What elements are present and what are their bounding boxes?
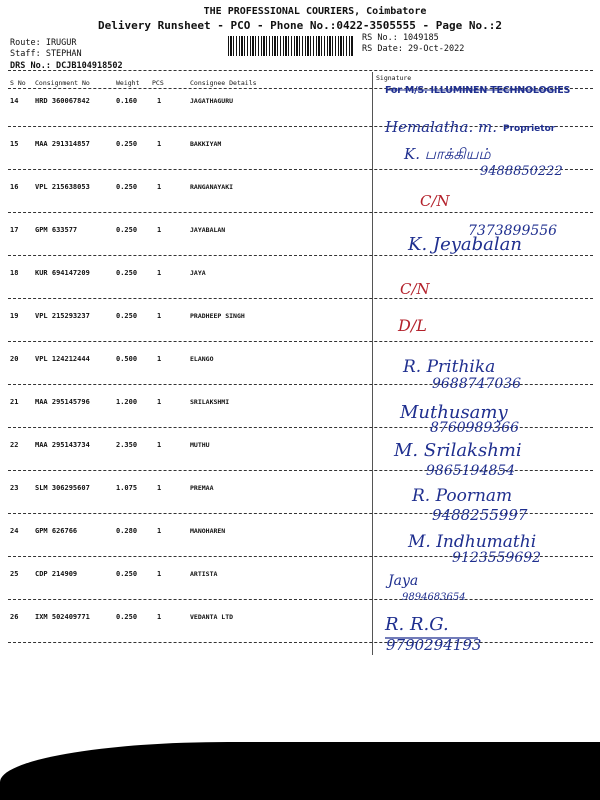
sig-18: C/N (400, 280, 430, 298)
row-consignment: MAA 295143734 (35, 441, 90, 449)
rs-date: RS Date: 29-Oct-2022 (362, 44, 465, 54)
sig-23-name: R. Poornam (412, 486, 513, 506)
sig-23-phone: 9488255997 (432, 506, 528, 524)
col-weight: Weight (116, 79, 140, 87)
row-weight: 0.500 (116, 355, 138, 363)
col-consignment: Consignment No (35, 79, 90, 87)
row-weight: 0.160 (116, 97, 138, 105)
sig-26-name: R. R.G. (385, 614, 449, 635)
sig-24-name: M. Indhumathi (408, 532, 537, 552)
sig-25-phone: 9894683654 (402, 592, 466, 603)
row-consignment: IXM 502409771 (35, 613, 90, 621)
row-weight: 0.280 (116, 527, 138, 535)
rs-number: RS No.: 1049185 (362, 33, 439, 43)
row-weight: 0.250 (116, 183, 138, 191)
row-sno: 17 (10, 226, 19, 234)
sig-25-name: Jaya (388, 573, 419, 589)
row-consignment: VPL 215638053 (35, 183, 90, 191)
sig-17-name: K. Jeyabalan (408, 234, 522, 255)
row-consignee: ELANGO (190, 355, 214, 363)
sig-21-name: Muthusamy (400, 402, 508, 423)
row-weight: 0.250 (116, 570, 138, 578)
row-consignee: MUTHU (190, 441, 210, 449)
col-pcs: PCS (152, 79, 164, 87)
row-consignee: RANGANAYAKI (190, 183, 234, 191)
staff-label: Staff: STEPHAN (10, 49, 82, 59)
row-sno: 24 (10, 527, 19, 535)
row-sno: 21 (10, 398, 19, 406)
row-consignment: GPM 626766 (35, 527, 78, 535)
row-pcs: 1 (157, 97, 162, 105)
row-consignment: VPL 215293237 (35, 312, 90, 320)
stamp-proprietor: Proprietor (503, 124, 556, 134)
row-consignment: CDP 214909 (35, 570, 78, 578)
col-signature: Signature (376, 74, 412, 82)
row-pcs: 1 (157, 527, 162, 535)
row-consignment: MAA 291314857 (35, 140, 90, 148)
row-consignee: PRADHEEP SINGH (190, 312, 245, 320)
row-sno: 25 (10, 570, 19, 578)
row-pcs: 1 (157, 484, 162, 492)
row-pcs: 1 (157, 312, 162, 320)
sig-20-phone: 9688747036 (432, 376, 522, 392)
sig-17-phone: 7373899556 (468, 223, 558, 239)
row-consignee: SRILAKSHMI (190, 398, 230, 406)
row-weight: 0.250 (116, 226, 138, 234)
company-header: THE PROFESSIONAL COURIERS, Coimbatore (203, 6, 427, 17)
row-weight: 1.075 (116, 484, 138, 492)
row-consignee: ARTISTA (190, 570, 218, 578)
sig-24-phone: 9123559692 (452, 550, 542, 566)
row-consignee: MANOHAREN (190, 527, 226, 535)
sig-16: C/N (420, 192, 450, 210)
row-sno: 14 (10, 97, 19, 105)
sig-21-phone: 8760989366 (430, 420, 520, 436)
drs-number: DRS No.: DCJB104918502 (10, 61, 123, 71)
row-pcs: 1 (157, 398, 162, 406)
row-consignee: BAKKIYAM (190, 140, 222, 148)
row-sno: 22 (10, 441, 19, 449)
route-label: Route: IRUGUR (10, 38, 77, 48)
sig-26-phone: 9790294193 (386, 636, 482, 654)
row-weight: 0.250 (116, 140, 138, 148)
row-consignee: JAGATHAGURU (190, 97, 234, 105)
row-pcs: 1 (157, 226, 162, 234)
row-sno: 16 (10, 183, 19, 191)
row-consignee: PREMAA (190, 484, 214, 492)
row-weight: 0.250 (116, 613, 138, 621)
row-sno: 15 (10, 140, 19, 148)
sig-15-phone: 9488850222 (480, 164, 563, 179)
row-consignment: GPM 633577 (35, 226, 78, 234)
row-consignee: VEDANTA LTD (190, 613, 234, 621)
row-sno: 18 (10, 269, 19, 277)
company-stamp: For M/S. ILLUMINEN TECHNOLOGIES (385, 85, 571, 96)
row-pcs: 1 (157, 441, 162, 449)
sig-22-phone: 9865194854 (426, 463, 516, 479)
row-weight: 0.250 (116, 312, 138, 320)
row-pcs: 1 (157, 183, 162, 191)
row-sno: 19 (10, 312, 19, 320)
runsheet-title: Delivery Runsheet - PCO - Phone No.:0422-3505555 - Page No.:2 (98, 19, 502, 32)
row-pcs: 1 (157, 355, 162, 363)
row-pcs: 1 (157, 140, 162, 148)
row-weight: 2.350 (116, 441, 138, 449)
row-consignment: VPL 124212444 (35, 355, 90, 363)
row-consignment: KUR 694147209 (35, 269, 90, 277)
row-weight: 0.250 (116, 269, 138, 277)
sig-19: D/L (398, 316, 427, 335)
sig-15-name: K. பாக்கியம் (404, 145, 491, 163)
sig-20-name: R. Prithika (403, 357, 496, 377)
row-consignee: JAYA (190, 269, 206, 277)
row-consignment: MAA 295145796 (35, 398, 90, 406)
row-sno: 26 (10, 613, 19, 621)
row-consignment: SLM 306295607 (35, 484, 90, 492)
row-pcs: 1 (157, 613, 162, 621)
row-sno: 23 (10, 484, 19, 492)
row-sno: 20 (10, 355, 19, 363)
row-consignment: HRD 360067842 (35, 97, 90, 105)
row-consignee: JAYABALAN (190, 226, 226, 234)
sig-22-name: M. Srilakshmi (394, 440, 522, 461)
sig-14: Hemalatha. m. (385, 118, 498, 136)
row-pcs: 1 (157, 269, 162, 277)
col-sno: S No (10, 79, 26, 87)
row-weight: 1.200 (116, 398, 138, 406)
scan-dark-edge (0, 742, 600, 800)
col-consignee: Consignee Details (190, 79, 257, 87)
row-pcs: 1 (157, 570, 162, 578)
